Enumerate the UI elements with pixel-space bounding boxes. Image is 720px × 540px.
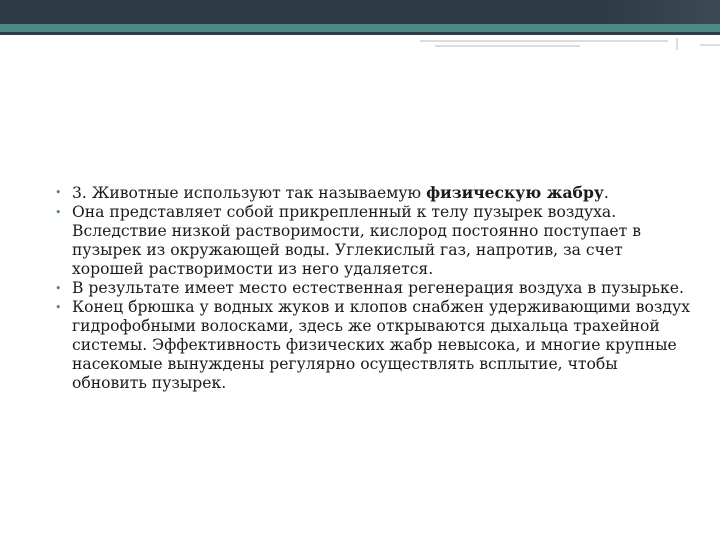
- bullet-paragraph: [55, 183, 695, 203]
- header-accent-line-3: [700, 44, 720, 46]
- paragraph-text: Конец брюшка у водных жуков и клопов снабжен удерживающими воздух гидрофобными волосками, здесь же открываются дыхальца трахейной системы. Эффективность физических жабр невысока, и многие крупные насекомые вынуждены регулярно осуществлять всплытие, чтобы обновить пузырек.: [72, 298, 690, 392]
- bullet-marker: •: [55, 301, 62, 314]
- header-shade: [610, 0, 720, 24]
- paragraph-text: В результате имеет место естественная регенерация воздуха в пузырьке.: [72, 279, 684, 297]
- header-accent-tick: [676, 38, 678, 50]
- bold-term: физическую жабру: [426, 183, 604, 202]
- header-accent-line-2: [435, 45, 580, 47]
- header-dark-band: [0, 0, 720, 24]
- header-rule: [0, 32, 720, 35]
- paragraph-text: .: [603, 184, 609, 202]
- bullet-marker: •: [55, 186, 62, 199]
- bullet-marker: •: [55, 206, 62, 219]
- bullet-paragraph: [55, 279, 695, 298]
- paragraph-text: 3. Животные используют так называемую: [72, 184, 427, 202]
- header-teal-band: [0, 24, 720, 32]
- slide-body: [55, 183, 695, 393]
- bullet-marker: •: [55, 282, 62, 295]
- bullet-paragraph: [55, 203, 695, 279]
- bullet-paragraph: [55, 298, 695, 393]
- paragraph-text: Она представляет собой прикрепленный к телу пузырек воздуха. Вследствие низкой растворимости, кислород постоянно поступает в пузырек из окружающей воды. Углекислый газ, напротив, за счет хорошей растворимости из него удаляется.: [72, 203, 641, 278]
- header-accent-line-1: [420, 40, 668, 42]
